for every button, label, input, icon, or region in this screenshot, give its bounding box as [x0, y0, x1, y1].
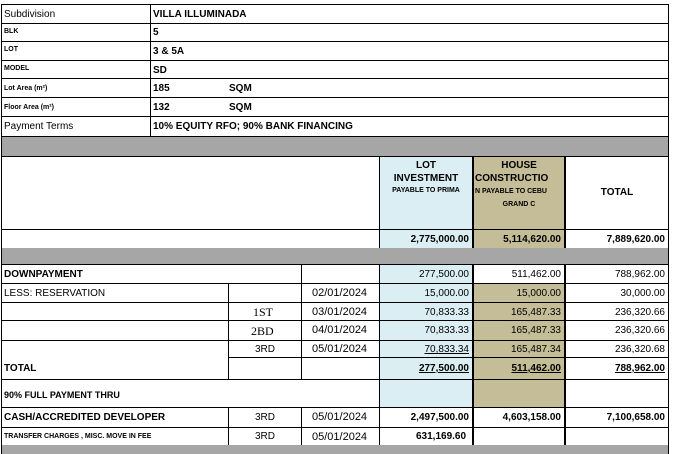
subdivision-value: VILLA ILLUMINADA — [153, 9, 247, 20]
second-term-cell — [228, 320, 302, 341]
second-lot: 70,833.33 — [424, 325, 469, 336]
second-house: 165,487.33 — [510, 325, 561, 336]
model-value-cell — [150, 61, 669, 79]
first-term-cell — [228, 302, 302, 321]
cash-label-cell — [1, 407, 229, 428]
transfer-lot: 631,169.60 — [416, 431, 467, 442]
cash-lot-cell — [379, 407, 473, 428]
third-total: 236,320.68 — [614, 344, 665, 355]
second-house-cell — [473, 320, 565, 341]
downpayment-house: 511,462.00 — [511, 269, 561, 280]
second-lot-cell — [379, 320, 473, 341]
downpayment-total: 788,962.00 — [614, 269, 665, 280]
reservation-term-cell — [228, 283, 302, 303]
full-payment-house-blank — [473, 379, 565, 408]
transfer-term-cell — [228, 427, 302, 446]
reservation-label: LESS: RESERVATION — [4, 288, 106, 299]
full-payment-lot-blank — [379, 379, 473, 408]
model-label: MODEL — [4, 65, 30, 72]
lot-area-value-cell — [150, 79, 669, 98]
third-total-cell — [565, 340, 669, 358]
first-label-cell — [1, 302, 229, 321]
lot-header-line2: INVESTMENT — [393, 173, 459, 184]
downpayment-total-cell — [565, 264, 669, 284]
first-lot-cell — [379, 302, 473, 321]
blk-label: BLK — [4, 28, 19, 35]
first-total: 236,320.66 — [614, 307, 665, 318]
total-header — [565, 156, 669, 230]
third-term: 3RD — [255, 344, 276, 355]
lot-area-value: 185 — [153, 83, 170, 94]
lot-label-cell — [1, 42, 150, 61]
transfer-lot-cell — [379, 427, 473, 446]
full-payment-label-cell — [1, 379, 380, 408]
subdivision-label-cell — [1, 4, 150, 24]
second-total: 236,320.66 — [614, 325, 665, 336]
cash-date-cell — [301, 407, 380, 428]
full-payment-lot: 2,497,500.00 — [410, 412, 469, 423]
lot-total-cell — [379, 229, 473, 249]
reservation-house: 15,000.00 — [516, 288, 561, 299]
first-house-cell — [473, 302, 565, 321]
header-blank-cell — [1, 156, 380, 230]
blk-label-cell — [1, 24, 150, 42]
payment-terms-label-cell — [1, 117, 150, 137]
totals-blank-cell — [1, 229, 380, 249]
house-total-value: 5,114,620.00 — [503, 234, 561, 245]
reservation-date: 02/01/2024 — [312, 287, 368, 299]
house-total-cell — [473, 229, 565, 249]
transfer-date-cell — [301, 427, 380, 446]
transfer-date: 05/01/2024 — [312, 431, 368, 443]
downpayment-date-cell — [301, 264, 380, 284]
lot-value-cell — [150, 42, 669, 61]
blk-value: 5 — [153, 27, 159, 38]
transfer-house-cell — [473, 427, 565, 446]
third-term-cell — [228, 340, 302, 358]
total-header-label: TOTAL — [600, 187, 634, 198]
total-term-cell — [228, 357, 302, 380]
third-lot-cell — [379, 340, 473, 358]
lot-total-value: 2,775,000.00 — [410, 234, 469, 245]
third-house: 165,487.34 — [510, 344, 561, 355]
total-label-cell — [1, 340, 229, 380]
full-payment-total: 7,100,658.00 — [606, 412, 665, 423]
grand-total-cell — [565, 229, 669, 249]
transfer-total-cell — [565, 427, 669, 446]
third-date-cell — [301, 340, 380, 358]
house-header-line2: CONSTRUCTIO — [475, 173, 549, 184]
model-value: SD — [153, 65, 167, 76]
second-term: 2BD — [251, 324, 274, 338]
subdivision-value-cell — [150, 4, 669, 24]
reservation-house-cell — [473, 283, 565, 303]
cash-house-cell — [473, 407, 565, 428]
schedule-total-lot: 277,500.00 — [418, 363, 469, 374]
third-house-cell — [473, 340, 565, 358]
third-date: 05/01/2024 — [312, 343, 368, 355]
schedule-total-total: 788,962.00 — [614, 363, 665, 374]
house-header-line3: N PAYABLE TO CEBU — [475, 188, 547, 195]
floor-area-value: 132 — [153, 102, 170, 113]
downpayment-house-cell — [473, 264, 565, 284]
second-label-cell — [1, 320, 229, 341]
downpayment-label: DOWNPAYMENT — [4, 269, 83, 280]
transfer-label: TRANSFER CHARGES , MISC. MOVE IN FEE — [4, 433, 152, 440]
transfer-term: 3RD — [255, 431, 276, 442]
separator-bar-1 — [1, 137, 669, 157]
house-header-line4: GRAND C — [502, 201, 536, 208]
payment-terms-value-cell — [150, 117, 669, 137]
reservation-total-cell — [565, 283, 669, 303]
lot-label: LOT — [4, 46, 18, 53]
floor-area-label-cell — [1, 98, 150, 117]
first-house: 165,487.33 — [510, 307, 561, 318]
total-house-cell — [473, 357, 565, 380]
payment-terms-label: Payment Terms — [4, 121, 74, 132]
downpayment-label-cell — [1, 264, 302, 284]
lot-investment-header — [379, 156, 473, 230]
model-label-cell — [1, 61, 150, 79]
floor-area-value-cell — [150, 98, 669, 117]
cash-total-cell — [565, 407, 669, 428]
lot-header-line1: LOT — [416, 160, 436, 171]
total-total-cell — [565, 357, 669, 380]
subdivision-label: Subdivision — [4, 9, 56, 20]
total-lot-cell — [379, 357, 473, 380]
house-construction-header — [473, 156, 565, 230]
reservation-date-cell — [301, 283, 380, 303]
separator-bar-3 — [1, 445, 669, 454]
first-term: 1ST — [253, 305, 274, 319]
transfer-label-cell — [1, 427, 229, 446]
reservation-lot: 15,000.00 — [424, 288, 469, 299]
lot-area-unit: SQM — [229, 83, 252, 94]
downpayment-lot-cell — [379, 264, 473, 284]
floor-area-label: Floor Area (m²) — [4, 104, 54, 111]
full-payment-total-blank — [565, 379, 669, 408]
full-payment-house: 4,603,158.00 — [502, 412, 561, 423]
second-total-cell — [565, 320, 669, 341]
first-lot: 70,833.33 — [424, 307, 469, 318]
full-payment-term: 3RD — [255, 412, 276, 423]
reservation-label-cell — [1, 283, 229, 303]
first-date-cell — [301, 302, 380, 321]
schedule-total-label: TOTAL — [4, 363, 37, 374]
schedule-total-house: 511,462.00 — [511, 363, 561, 374]
third-lot: 70,833.34 — [424, 344, 469, 355]
separator-bar-2 — [1, 248, 669, 265]
cash-term-cell — [228, 407, 302, 428]
floor-area-unit: SQM — [229, 102, 252, 113]
lot-header-sub: PAYABLE TO PRIMA — [392, 187, 460, 194]
full-payment-label2: CASH/ACCREDITED DEVELOPER — [4, 412, 166, 423]
house-header-line1: HOUSE — [501, 160, 537, 171]
first-date: 03/01/2024 — [312, 306, 368, 318]
blk-value-cell — [150, 24, 669, 42]
second-date-cell — [301, 320, 380, 341]
reservation-lot-cell — [379, 283, 473, 303]
lot-area-label-cell — [1, 79, 150, 98]
payment-terms-value: 10% EQUITY RFO; 90% BANK FINANCING — [153, 121, 353, 132]
downpayment-lot: 277,500.00 — [418, 269, 469, 280]
grand-total-value: 7,889,620.00 — [606, 234, 665, 245]
second-date: 04/01/2024 — [312, 324, 368, 336]
full-payment-label1: 90% FULL PAYMENT THRU — [4, 390, 120, 400]
total-date-cell — [301, 357, 380, 380]
lot-area-label: Lot Area (m²) — [4, 85, 48, 92]
reservation-total: 30,000.00 — [620, 288, 665, 299]
full-payment-date: 05/01/2024 — [312, 411, 368, 423]
lot-value: 3 & 5A — [153, 46, 185, 57]
first-total-cell — [565, 302, 669, 321]
